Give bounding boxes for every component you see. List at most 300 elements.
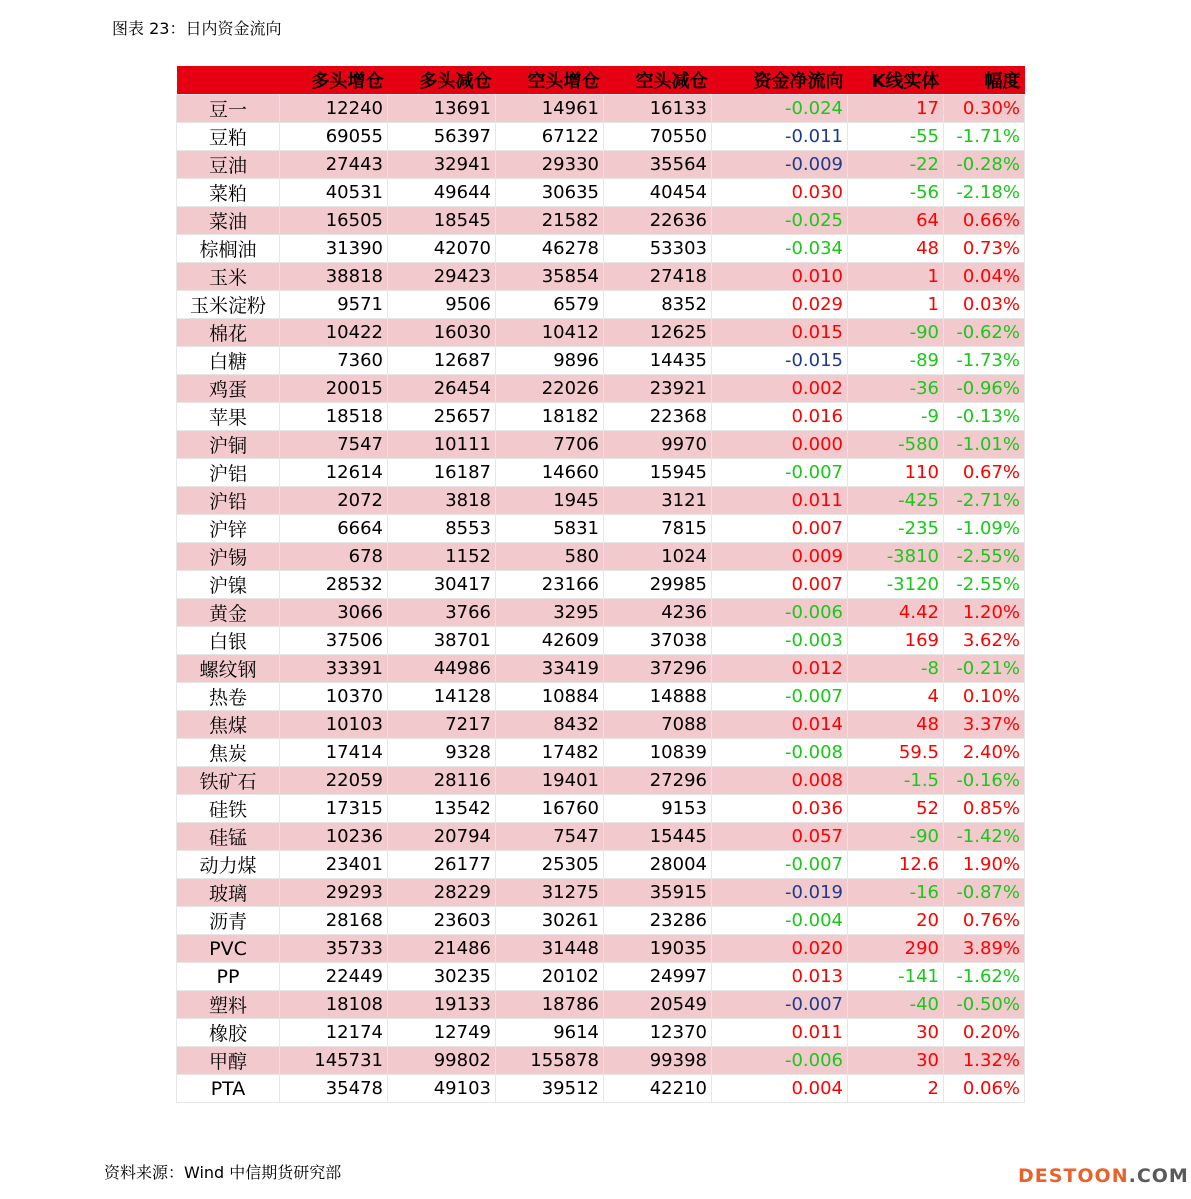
cell-long-add: 10236 bbox=[280, 823, 388, 851]
cell-long-reduce: 23603 bbox=[388, 907, 496, 935]
table-row bbox=[177, 179, 1025, 207]
header-short-reduce: 空头减仓 bbox=[604, 66, 712, 95]
cell-long-add: 22059 bbox=[280, 767, 388, 795]
cell-short-add: 31275 bbox=[496, 879, 604, 907]
cell-long-reduce: 1152 bbox=[388, 543, 496, 571]
cell-net-flow: 0.036 bbox=[712, 795, 848, 823]
header-short-add: 空头增仓 bbox=[496, 66, 604, 95]
table-row bbox=[177, 935, 1025, 963]
cell-short-reduce: 8352 bbox=[604, 291, 712, 319]
cell-k-body: 110 bbox=[848, 459, 944, 487]
cell-long-reduce: 32941 bbox=[388, 151, 496, 179]
cell-short-add: 5831 bbox=[496, 515, 604, 543]
cell-change-pct: -0.62% bbox=[944, 319, 1025, 347]
row-name: 铁矿石 bbox=[177, 767, 280, 795]
cell-net-flow: -0.004 bbox=[712, 907, 848, 935]
site-watermark bbox=[1018, 1165, 1189, 1187]
fund-flow-table bbox=[176, 66, 1025, 1103]
cell-change-pct: -1.73% bbox=[944, 347, 1025, 375]
cell-long-reduce: 16030 bbox=[388, 319, 496, 347]
row-name: PP bbox=[177, 963, 280, 991]
table-row bbox=[177, 627, 1025, 655]
cell-short-reduce: 12370 bbox=[604, 1019, 712, 1047]
cell-net-flow: 0.057 bbox=[712, 823, 848, 851]
table-row bbox=[177, 431, 1025, 459]
cell-short-reduce: 23921 bbox=[604, 375, 712, 403]
cell-short-reduce: 19035 bbox=[604, 935, 712, 963]
cell-short-add: 7706 bbox=[496, 431, 604, 459]
row-name: 动力煤 bbox=[177, 851, 280, 879]
cell-long-add: 22449 bbox=[280, 963, 388, 991]
row-name: 硅锰 bbox=[177, 823, 280, 851]
cell-k-body: -9 bbox=[848, 403, 944, 431]
cell-short-reduce: 14888 bbox=[604, 683, 712, 711]
cell-change-pct: 0.04% bbox=[944, 263, 1025, 291]
cell-k-body: -36 bbox=[848, 375, 944, 403]
cell-net-flow: 0.016 bbox=[712, 403, 848, 431]
cell-change-pct: -0.96% bbox=[944, 375, 1025, 403]
cell-short-reduce: 16133 bbox=[604, 95, 712, 123]
cell-long-add: 37506 bbox=[280, 627, 388, 655]
row-name: 沥青 bbox=[177, 907, 280, 935]
cell-long-reduce: 42070 bbox=[388, 235, 496, 263]
cell-short-add: 35854 bbox=[496, 263, 604, 291]
cell-short-add: 17482 bbox=[496, 739, 604, 767]
table-row bbox=[177, 655, 1025, 683]
row-name: 白糖 bbox=[177, 347, 280, 375]
cell-k-body: 59.5 bbox=[848, 739, 944, 767]
table-row bbox=[177, 907, 1025, 935]
row-name: 沪锌 bbox=[177, 515, 280, 543]
cell-short-add: 14961 bbox=[496, 95, 604, 123]
cell-net-flow: -0.011 bbox=[712, 123, 848, 151]
cell-k-body: -89 bbox=[848, 347, 944, 375]
cell-long-add: 3066 bbox=[280, 599, 388, 627]
cell-short-add: 18182 bbox=[496, 403, 604, 431]
cell-short-add: 16760 bbox=[496, 795, 604, 823]
row-name: 菜油 bbox=[177, 207, 280, 235]
header-net-flow: 资金净流向 bbox=[712, 66, 848, 95]
cell-long-reduce: 30417 bbox=[388, 571, 496, 599]
cell-long-reduce: 56397 bbox=[388, 123, 496, 151]
cell-long-reduce: 26177 bbox=[388, 851, 496, 879]
row-name: 甲醇 bbox=[177, 1047, 280, 1075]
cell-net-flow: -0.019 bbox=[712, 879, 848, 907]
fund-flow-table-container bbox=[176, 66, 1024, 1103]
cell-change-pct: -1.71% bbox=[944, 123, 1025, 151]
cell-long-reduce: 19133 bbox=[388, 991, 496, 1019]
cell-change-pct: -1.09% bbox=[944, 515, 1025, 543]
cell-short-reduce: 27296 bbox=[604, 767, 712, 795]
row-name: 玉米淀粉 bbox=[177, 291, 280, 319]
cell-change-pct: 2.40% bbox=[944, 739, 1025, 767]
row-name: 豆一 bbox=[177, 95, 280, 123]
row-name: 橡胶 bbox=[177, 1019, 280, 1047]
row-name: 热卷 bbox=[177, 683, 280, 711]
table-row bbox=[177, 1047, 1025, 1075]
cell-k-body: -16 bbox=[848, 879, 944, 907]
row-name: 沪锡 bbox=[177, 543, 280, 571]
cell-long-add: 17315 bbox=[280, 795, 388, 823]
cell-long-add: 69055 bbox=[280, 123, 388, 151]
cell-k-body: -90 bbox=[848, 823, 944, 851]
cell-long-reduce: 16187 bbox=[388, 459, 496, 487]
cell-change-pct: 1.32% bbox=[944, 1047, 1025, 1075]
cell-k-body: 52 bbox=[848, 795, 944, 823]
cell-long-add: 33391 bbox=[280, 655, 388, 683]
cell-change-pct: 0.20% bbox=[944, 1019, 1025, 1047]
cell-short-reduce: 15945 bbox=[604, 459, 712, 487]
cell-short-reduce: 1024 bbox=[604, 543, 712, 571]
cell-k-body: -1.5 bbox=[848, 767, 944, 795]
table-row bbox=[177, 571, 1025, 599]
cell-short-reduce: 22368 bbox=[604, 403, 712, 431]
cell-change-pct: -0.21% bbox=[944, 655, 1025, 683]
row-name: 鸡蛋 bbox=[177, 375, 280, 403]
cell-short-reduce: 7088 bbox=[604, 711, 712, 739]
cell-change-pct: 1.20% bbox=[944, 599, 1025, 627]
table-row bbox=[177, 459, 1025, 487]
cell-k-body: 20 bbox=[848, 907, 944, 935]
header-change-pct: 幅度 bbox=[944, 66, 1025, 95]
cell-long-reduce: 10111 bbox=[388, 431, 496, 459]
cell-net-flow: 0.020 bbox=[712, 935, 848, 963]
cell-k-body: 1 bbox=[848, 263, 944, 291]
row-name: 菜粕 bbox=[177, 179, 280, 207]
cell-net-flow: 0.011 bbox=[712, 487, 848, 515]
cell-net-flow: 0.008 bbox=[712, 767, 848, 795]
cell-change-pct: 0.73% bbox=[944, 235, 1025, 263]
cell-k-body: -425 bbox=[848, 487, 944, 515]
cell-short-add: 31448 bbox=[496, 935, 604, 963]
cell-long-add: 23401 bbox=[280, 851, 388, 879]
cell-long-add: 2072 bbox=[280, 487, 388, 515]
cell-short-reduce: 14435 bbox=[604, 347, 712, 375]
cell-change-pct: -0.16% bbox=[944, 767, 1025, 795]
cell-long-reduce: 20794 bbox=[388, 823, 496, 851]
cell-change-pct: 1.90% bbox=[944, 851, 1025, 879]
cell-net-flow: 0.002 bbox=[712, 375, 848, 403]
cell-k-body: 4 bbox=[848, 683, 944, 711]
row-name: 沪镍 bbox=[177, 571, 280, 599]
cell-short-add: 580 bbox=[496, 543, 604, 571]
cell-long-add: 10422 bbox=[280, 319, 388, 347]
row-name: 玉米 bbox=[177, 263, 280, 291]
cell-k-body: 290 bbox=[848, 935, 944, 963]
cell-short-reduce: 40454 bbox=[604, 179, 712, 207]
cell-k-body: -235 bbox=[848, 515, 944, 543]
table-row bbox=[177, 487, 1025, 515]
cell-long-reduce: 14128 bbox=[388, 683, 496, 711]
cell-long-reduce: 7217 bbox=[388, 711, 496, 739]
cell-long-add: 40531 bbox=[280, 179, 388, 207]
cell-short-reduce: 99398 bbox=[604, 1047, 712, 1075]
table-row bbox=[177, 599, 1025, 627]
header-name bbox=[177, 66, 280, 95]
cell-short-add: 30635 bbox=[496, 179, 604, 207]
table-row bbox=[177, 291, 1025, 319]
cell-long-reduce: 9328 bbox=[388, 739, 496, 767]
cell-long-add: 17414 bbox=[280, 739, 388, 767]
cell-net-flow: 0.012 bbox=[712, 655, 848, 683]
table-row bbox=[177, 683, 1025, 711]
cell-short-add: 23166 bbox=[496, 571, 604, 599]
cell-long-reduce: 28229 bbox=[388, 879, 496, 907]
cell-k-body: -40 bbox=[848, 991, 944, 1019]
cell-change-pct: -0.13% bbox=[944, 403, 1025, 431]
header-long-add: 多头增仓 bbox=[280, 66, 388, 95]
cell-short-add: 19401 bbox=[496, 767, 604, 795]
row-name: 棕榈油 bbox=[177, 235, 280, 263]
table-header-row bbox=[177, 66, 1025, 95]
cell-long-reduce: 26454 bbox=[388, 375, 496, 403]
cell-short-reduce: 37038 bbox=[604, 627, 712, 655]
cell-change-pct: -1.62% bbox=[944, 963, 1025, 991]
cell-long-add: 9571 bbox=[280, 291, 388, 319]
cell-short-reduce: 7815 bbox=[604, 515, 712, 543]
cell-short-add: 67122 bbox=[496, 123, 604, 151]
cell-long-reduce: 12749 bbox=[388, 1019, 496, 1047]
cell-short-add: 39512 bbox=[496, 1075, 604, 1103]
cell-short-reduce: 37296 bbox=[604, 655, 712, 683]
cell-k-body: -56 bbox=[848, 179, 944, 207]
cell-net-flow: -0.024 bbox=[712, 95, 848, 123]
watermark-part-b: .COM bbox=[1128, 1165, 1189, 1187]
table-row bbox=[177, 1075, 1025, 1103]
cell-k-body: -55 bbox=[848, 123, 944, 151]
cell-long-add: 7360 bbox=[280, 347, 388, 375]
row-name: 苹果 bbox=[177, 403, 280, 431]
cell-short-add: 9896 bbox=[496, 347, 604, 375]
cell-k-body: -3120 bbox=[848, 571, 944, 599]
cell-change-pct: 0.76% bbox=[944, 907, 1025, 935]
cell-long-reduce: 99802 bbox=[388, 1047, 496, 1075]
cell-change-pct: 0.10% bbox=[944, 683, 1025, 711]
cell-change-pct: 0.30% bbox=[944, 95, 1025, 123]
cell-net-flow: -0.003 bbox=[712, 627, 848, 655]
cell-short-reduce: 4236 bbox=[604, 599, 712, 627]
row-name: 玻璃 bbox=[177, 879, 280, 907]
cell-short-reduce: 28004 bbox=[604, 851, 712, 879]
cell-long-add: 10370 bbox=[280, 683, 388, 711]
cell-long-add: 145731 bbox=[280, 1047, 388, 1075]
row-name: 焦炭 bbox=[177, 739, 280, 767]
cell-net-flow: -0.006 bbox=[712, 599, 848, 627]
table-body bbox=[177, 95, 1025, 1103]
cell-net-flow: 0.014 bbox=[712, 711, 848, 739]
table-row bbox=[177, 543, 1025, 571]
cell-short-reduce: 70550 bbox=[604, 123, 712, 151]
cell-net-flow: -0.034 bbox=[712, 235, 848, 263]
cell-net-flow: 0.004 bbox=[712, 1075, 848, 1103]
cell-short-add: 21582 bbox=[496, 207, 604, 235]
table-row bbox=[177, 711, 1025, 739]
cell-long-reduce: 3766 bbox=[388, 599, 496, 627]
cell-short-add: 18786 bbox=[496, 991, 604, 1019]
source-note: 资料来源：Wind 中信期货研究部 bbox=[104, 1163, 342, 1182]
row-name: 白银 bbox=[177, 627, 280, 655]
cell-long-reduce: 25657 bbox=[388, 403, 496, 431]
cell-net-flow: -0.025 bbox=[712, 207, 848, 235]
cell-net-flow: -0.007 bbox=[712, 851, 848, 879]
cell-k-body: -580 bbox=[848, 431, 944, 459]
row-name: 沪铅 bbox=[177, 487, 280, 515]
cell-change-pct: 3.89% bbox=[944, 935, 1025, 963]
cell-change-pct: 0.03% bbox=[944, 291, 1025, 319]
table-row bbox=[177, 403, 1025, 431]
cell-long-reduce: 3818 bbox=[388, 487, 496, 515]
cell-change-pct: -1.01% bbox=[944, 431, 1025, 459]
cell-short-reduce: 53303 bbox=[604, 235, 712, 263]
row-name: 螺纹钢 bbox=[177, 655, 280, 683]
cell-short-add: 42609 bbox=[496, 627, 604, 655]
cell-net-flow: 0.030 bbox=[712, 179, 848, 207]
table-row bbox=[177, 823, 1025, 851]
cell-short-reduce: 12625 bbox=[604, 319, 712, 347]
cell-long-reduce: 13542 bbox=[388, 795, 496, 823]
cell-long-add: 18108 bbox=[280, 991, 388, 1019]
cell-long-add: 35478 bbox=[280, 1075, 388, 1103]
cell-net-flow: -0.007 bbox=[712, 991, 848, 1019]
cell-short-add: 10884 bbox=[496, 683, 604, 711]
cell-short-add: 3295 bbox=[496, 599, 604, 627]
cell-k-body: 48 bbox=[848, 235, 944, 263]
cell-net-flow: -0.006 bbox=[712, 1047, 848, 1075]
cell-net-flow: 0.015 bbox=[712, 319, 848, 347]
row-name: 棉花 bbox=[177, 319, 280, 347]
cell-change-pct: 3.37% bbox=[944, 711, 1025, 739]
table-row bbox=[177, 991, 1025, 1019]
table-row bbox=[177, 347, 1025, 375]
table-row bbox=[177, 235, 1025, 263]
table-row bbox=[177, 263, 1025, 291]
cell-short-add: 14660 bbox=[496, 459, 604, 487]
cell-k-body: -90 bbox=[848, 319, 944, 347]
cell-short-reduce: 22636 bbox=[604, 207, 712, 235]
row-name: PTA bbox=[177, 1075, 280, 1103]
row-name: PVC bbox=[177, 935, 280, 963]
cell-short-add: 1945 bbox=[496, 487, 604, 515]
header-long-reduce: 多头减仓 bbox=[388, 66, 496, 95]
cell-short-reduce: 10839 bbox=[604, 739, 712, 767]
cell-long-add: 29293 bbox=[280, 879, 388, 907]
table-row bbox=[177, 1019, 1025, 1047]
cell-long-add: 31390 bbox=[280, 235, 388, 263]
table-row bbox=[177, 375, 1025, 403]
cell-long-add: 7547 bbox=[280, 431, 388, 459]
cell-change-pct: -1.42% bbox=[944, 823, 1025, 851]
table-row bbox=[177, 515, 1025, 543]
cell-short-add: 25305 bbox=[496, 851, 604, 879]
table-row bbox=[177, 739, 1025, 767]
cell-short-add: 8432 bbox=[496, 711, 604, 739]
cell-long-reduce: 8553 bbox=[388, 515, 496, 543]
table-row bbox=[177, 795, 1025, 823]
cell-k-body: 2 bbox=[848, 1075, 944, 1103]
cell-short-add: 29330 bbox=[496, 151, 604, 179]
cell-short-add: 20102 bbox=[496, 963, 604, 991]
cell-net-flow: 0.029 bbox=[712, 291, 848, 319]
cell-long-add: 35733 bbox=[280, 935, 388, 963]
cell-change-pct: -2.55% bbox=[944, 571, 1025, 599]
cell-change-pct: 0.66% bbox=[944, 207, 1025, 235]
cell-long-add: 38818 bbox=[280, 263, 388, 291]
cell-short-add: 46278 bbox=[496, 235, 604, 263]
cell-change-pct: 0.06% bbox=[944, 1075, 1025, 1103]
cell-long-reduce: 13691 bbox=[388, 95, 496, 123]
cell-net-flow: 0.013 bbox=[712, 963, 848, 991]
row-name: 塑料 bbox=[177, 991, 280, 1019]
header-k-body: K线实体 bbox=[848, 66, 944, 95]
cell-long-add: 10103 bbox=[280, 711, 388, 739]
row-name: 沪铝 bbox=[177, 459, 280, 487]
cell-short-reduce: 23286 bbox=[604, 907, 712, 935]
cell-net-flow: -0.007 bbox=[712, 459, 848, 487]
cell-change-pct: -2.71% bbox=[944, 487, 1025, 515]
cell-short-add: 30261 bbox=[496, 907, 604, 935]
table-row bbox=[177, 123, 1025, 151]
cell-short-add: 7547 bbox=[496, 823, 604, 851]
cell-k-body: -8 bbox=[848, 655, 944, 683]
cell-long-reduce: 9506 bbox=[388, 291, 496, 319]
cell-long-add: 27443 bbox=[280, 151, 388, 179]
cell-long-reduce: 28116 bbox=[388, 767, 496, 795]
cell-short-reduce: 24997 bbox=[604, 963, 712, 991]
cell-net-flow: -0.007 bbox=[712, 683, 848, 711]
cell-long-reduce: 38701 bbox=[388, 627, 496, 655]
cell-short-add: 155878 bbox=[496, 1047, 604, 1075]
table-row bbox=[177, 963, 1025, 991]
cell-net-flow: 0.007 bbox=[712, 515, 848, 543]
cell-k-body: -3810 bbox=[848, 543, 944, 571]
cell-change-pct: -0.28% bbox=[944, 151, 1025, 179]
row-name: 沪铜 bbox=[177, 431, 280, 459]
cell-long-add: 6664 bbox=[280, 515, 388, 543]
cell-long-add: 18518 bbox=[280, 403, 388, 431]
cell-change-pct: -2.18% bbox=[944, 179, 1025, 207]
row-name: 焦煤 bbox=[177, 711, 280, 739]
figure-title: 图表 23：日内资金流向 bbox=[112, 19, 282, 38]
cell-short-add: 33419 bbox=[496, 655, 604, 683]
cell-k-body: 48 bbox=[848, 711, 944, 739]
cell-short-reduce: 29985 bbox=[604, 571, 712, 599]
cell-long-add: 12614 bbox=[280, 459, 388, 487]
row-name: 硅铁 bbox=[177, 795, 280, 823]
cell-short-reduce: 42210 bbox=[604, 1075, 712, 1103]
table-row bbox=[177, 851, 1025, 879]
row-name: 黄金 bbox=[177, 599, 280, 627]
cell-change-pct: -0.87% bbox=[944, 879, 1025, 907]
cell-net-flow: -0.015 bbox=[712, 347, 848, 375]
cell-k-body: 4.42 bbox=[848, 599, 944, 627]
cell-k-body: 12.6 bbox=[848, 851, 944, 879]
cell-short-reduce: 9153 bbox=[604, 795, 712, 823]
cell-long-add: 16505 bbox=[280, 207, 388, 235]
cell-short-reduce: 20549 bbox=[604, 991, 712, 1019]
table-row bbox=[177, 151, 1025, 179]
cell-k-body: 30 bbox=[848, 1047, 944, 1075]
cell-k-body: 169 bbox=[848, 627, 944, 655]
cell-short-reduce: 35564 bbox=[604, 151, 712, 179]
cell-long-add: 28168 bbox=[280, 907, 388, 935]
cell-change-pct: -0.50% bbox=[944, 991, 1025, 1019]
cell-long-add: 12174 bbox=[280, 1019, 388, 1047]
cell-change-pct: 0.67% bbox=[944, 459, 1025, 487]
cell-short-add: 22026 bbox=[496, 375, 604, 403]
cell-long-reduce: 21486 bbox=[388, 935, 496, 963]
cell-long-add: 12240 bbox=[280, 95, 388, 123]
cell-long-reduce: 30235 bbox=[388, 963, 496, 991]
